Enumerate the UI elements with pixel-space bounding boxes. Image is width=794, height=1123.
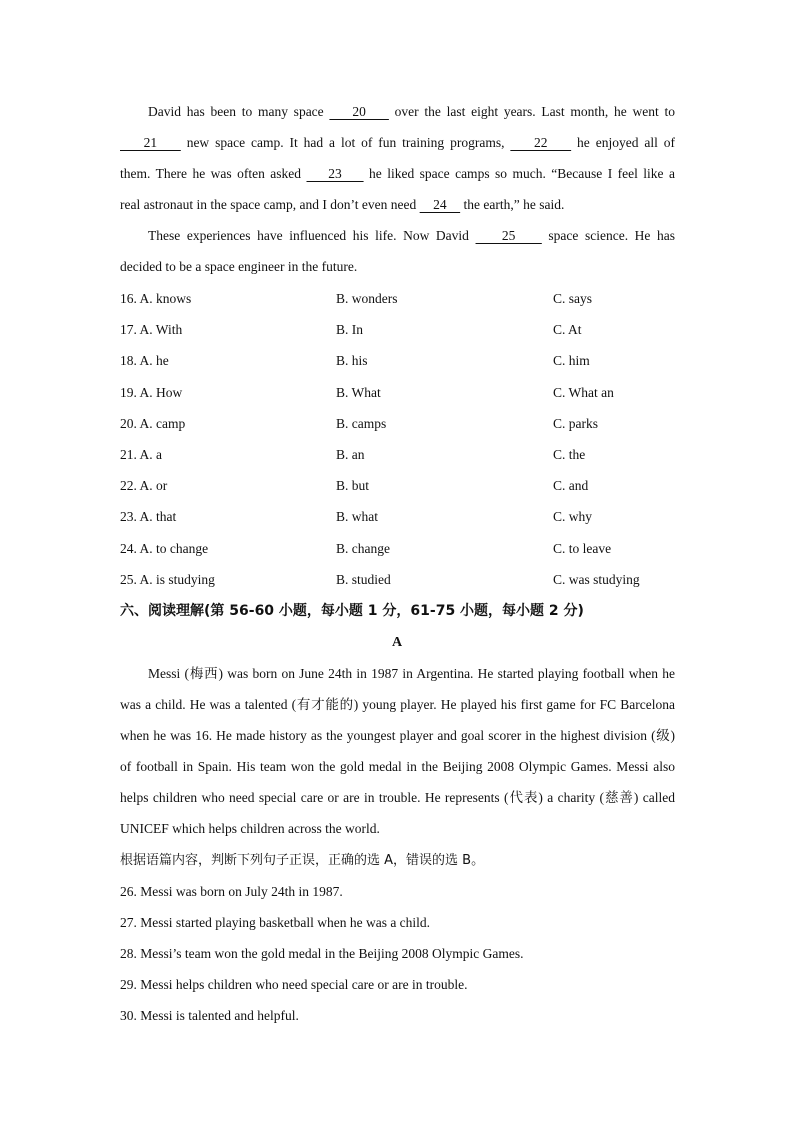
text-run: he enjoyed all of — [571, 135, 675, 150]
text-line — [120, 220, 675, 251]
text-line — [120, 189, 675, 220]
text-line — [120, 251, 675, 282]
option-row — [120, 377, 720, 408]
option-a: 19. A. How — [120, 384, 183, 400]
option-row — [120, 283, 720, 314]
option-c: C. What an — [553, 384, 614, 400]
option-c: C. him — [553, 353, 590, 369]
option-b: B. but — [336, 478, 370, 494]
option-b: B. In — [336, 322, 363, 338]
question-item: 29. Messi helps children who need special care or are in trouble. — [120, 977, 468, 992]
option-row — [120, 439, 720, 470]
text-run: them. There he was often asked — [120, 166, 307, 181]
answer-blank: 23 — [306, 166, 364, 181]
option-b: B. change — [336, 540, 390, 556]
passage-cloze-paragraph-1 — [120, 96, 675, 220]
option-row — [120, 470, 720, 501]
option-row — [120, 533, 720, 564]
option-c: C. was studying — [553, 571, 640, 587]
option-c: C. parks — [553, 415, 598, 431]
option-b: B. camps — [336, 415, 387, 431]
text-line: helps children who need special care or are in trouble. He represents (代表) a charity (慈善) called — [120, 790, 675, 805]
option-b: B. his — [336, 353, 368, 369]
option-a: 23. A. that — [120, 509, 177, 525]
text-run: These experiences have influenced his life. Now David — [148, 228, 476, 243]
option-c: C. why — [553, 509, 593, 525]
text-run: decided to be a space engineer in the future. — [120, 259, 358, 274]
question-item: 28. Messi’s team won the gold medal in the Beijing 2008 Olympic Games. — [120, 946, 524, 961]
text-run: the earth,” he said. — [460, 197, 565, 212]
answer-blank: 20 — [329, 104, 389, 119]
option-a: 18. A. he — [120, 353, 169, 369]
option-c: C. and — [553, 478, 589, 494]
option-row — [120, 564, 720, 595]
option-a: 20. A. camp — [120, 415, 186, 431]
option-a: 22. A. or — [120, 478, 168, 494]
text-line — [120, 96, 675, 127]
option-c: C. At — [553, 322, 582, 338]
text-line — [120, 158, 675, 189]
option-a: 24. A. to change — [120, 540, 209, 556]
option-a: 17. A. With — [120, 322, 183, 338]
passage-a-paragraph — [120, 658, 675, 844]
option-b: B. wonders — [336, 291, 398, 306]
text-run: new space camp. It had a lot of fun training programs, — [180, 135, 511, 150]
option-row — [120, 408, 720, 439]
option-a: 25. A. is studying — [120, 571, 215, 587]
option-a: 16. A. knows — [120, 291, 192, 306]
text-run: space science. He has — [541, 228, 675, 243]
option-c: C. says — [553, 291, 593, 306]
text-run: over the last eight years. Last month, he went to — [388, 104, 675, 119]
option-row — [120, 314, 720, 345]
text-line: Messi (梅西) was born on June 24th in 1987 in Argentina. He started playing football when he — [148, 666, 675, 681]
option-b: B. an — [336, 447, 365, 462]
text-line: UNICEF which helps children across the world. — [120, 821, 380, 836]
option-row — [120, 501, 720, 532]
text-line — [120, 127, 675, 158]
instruction-text: 根据语篇内容，判断下列句子正误，正确的选 A，错误的选 B。 — [120, 853, 485, 868]
text-run: real astronaut in the space camp, and I don’t even need — [120, 197, 420, 212]
answer-blank: 22 — [510, 135, 572, 150]
option-c: C. the — [553, 447, 586, 462]
option-a: 21. A. a — [120, 447, 162, 462]
passage-cloze-paragraph-2 — [120, 220, 675, 282]
question-item: 26. Messi was born on July 24th in 1987. — [120, 884, 343, 899]
text-line: of football in Spain. His team won the gold medal in the Beijing 2008 Olympic Games. Messi also — [120, 759, 675, 774]
option-b: B. what — [336, 509, 378, 525]
option-c: C. to leave — [553, 540, 612, 556]
text-run: he liked space camps so much. “Because I feel like a — [363, 166, 675, 181]
answer-blank: 25 — [475, 228, 542, 243]
answer-blank: 24 — [419, 197, 461, 212]
answer-blank: 21 — [120, 135, 181, 150]
question-item: 27. Messi started playing basketball when he was a child. — [120, 915, 431, 930]
text-run: David has been to many space — [148, 104, 330, 119]
question-item: 30. Messi is talented and helpful. — [120, 1008, 299, 1023]
option-row — [120, 345, 720, 376]
passage-label: A — [391, 635, 403, 650]
text-line: when he was 16. He made history as the youngest player and goal scorer in the highest division (级) — [120, 728, 675, 743]
text-line: was a child. He was a talented (有才能的) young player. He played his first game for FC Barcelona — [120, 697, 675, 712]
option-b: B. What — [336, 384, 381, 400]
option-b: B. studied — [336, 571, 391, 587]
section-heading: 六、阅读理解(第 56-60 小题，每小题 1 分，61-75 小题，每小题 2 分) — [120, 603, 584, 619]
